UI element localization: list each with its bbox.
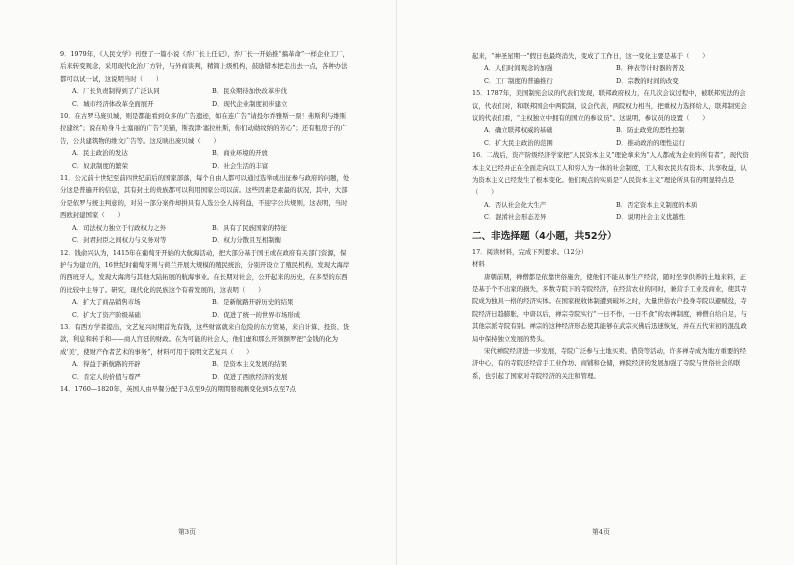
question-stem: 13．有西方学者提出，文艺复兴时期首先有钱，这些财富就来自危险的东方贸易，来自计算、投资、货款，利息和转手和——商人宫廷的财政。在为可能的社会人，他们虚和那么开领额罗把“金钱的化为成‘美’，使财产作者艺术的事务”，材料可用于说明文艺复兴（ ） — [60, 322, 350, 356]
question-stem: 14．1760—1820年，英国人由早餐分配于3点至9点的期間發現漸变化到5点至7点 — [60, 384, 296, 393]
options — [60, 147, 350, 172]
question-stem: 16．二战后，资产阶级经济学家把“人民资本主义”理论拿来为“人人都成为企业的所有者”，现代资本主义已经并正在全面走向以工人和穷人为一体的社会制度，工人和农民共有资本、共享收益，认为资本主义已经发生了根本变化。他们观点的实质是“人民资本主义”理论所具有的明显特点是（ ） — [472, 151, 749, 197]
question-14-continued — [472, 50, 752, 87]
option-d[interactable]: D．促进了统一的世界市场形成 — [212, 310, 301, 319]
question-13 — [60, 321, 350, 383]
option-a[interactable]: A．否认社会化大生产 — [484, 200, 547, 209]
option-d[interactable]: D．权力分散且互相制衡 — [212, 236, 282, 245]
options — [60, 85, 350, 110]
question-15 — [472, 87, 752, 149]
page-number: 第3页 — [178, 528, 196, 536]
left-column — [60, 48, 350, 395]
option-d[interactable]: D．说明社会主义优越性 — [616, 213, 686, 222]
option-d[interactable]: D．社会生活的丰富 — [212, 161, 269, 170]
options — [472, 199, 752, 224]
material-paragraph: 唐朝前期，禅僧都是依靠世俗施舍，使他们不能从事生产经营，随时坐享供养的土地来料，正是基于个不出家的损失，多数寺院下的寺院经济，在经营农业的同时，兼营手工业及商业，使其寺院成为独具一格的经济实体。在国家税收体制遭到破坏之时，大量世俗农户投身寺院以避赋役，寺院经济日趋膨胀，中唐以后，禅宗寺院实行“一日不作，一日不食”的农禅制度，禅僧自给自足，与其他宗派寺院有别。禅宗的这种经济形态使其能够在武宗灭佛后迅速恢复，并在五代宋初的混乱政局中保持独立发展的势头。 — [472, 272, 747, 343]
option-c[interactable]: C．扩大民主政治的范围 — [484, 138, 553, 147]
options — [472, 62, 752, 87]
option-a[interactable]: A．得益于新航路的开辟 — [72, 360, 141, 369]
option-b[interactable]: B．民众期待加快改革步伐 — [212, 87, 287, 96]
question-stem: 起来，“神圣星期一”假日也最终消失，变成了工作日，这一变化主要是基于（ ） — [472, 52, 709, 60]
question-11 — [60, 172, 350, 246]
right-column — [472, 50, 752, 382]
question-stem: 12．钱俞兴认为，1415年在葡萄牙开始的大航海活动，把大部分基于国王或在政府有关部门资源，保护与为建立的，16世纪时葡萄牙则与荷兰开展大规模的殖民统治，分别开设立了殖民机构，发现大海岸的西班牙人，发现大海湾与其他大陆拓展的航海事业。在长期对社会，公开起来的历史，在多型的东西的比较中主导了。研究，现代化的民族这个有着发展的，这表明（ ） — [60, 248, 350, 294]
option-b[interactable]: B．防止政党的恶性控制 — [616, 126, 685, 135]
options — [60, 296, 350, 321]
section-heading: 二、非选择题（4小题，共52分） — [472, 230, 617, 242]
option-a[interactable]: A．确立联邦权威的基础 — [484, 126, 553, 135]
material-paragraph: 宋代禅院经济进一步发展，寺院广泛参与土地买卖、借贷等活动，许多禅寺成为地方重要的经济中心，有的寺院还经营手工业作坊、商铺和仓储，禅院经济的发展加强了寺院与世俗社会的联系，也引起了国家对寺院经济的关注和管理。 — [472, 346, 747, 380]
question-17-title: 17．阅读材料，完成下列要求。（12分） — [472, 247, 588, 256]
option-d[interactable]: D．现代企业制度初步建立 — [212, 99, 288, 108]
option-b[interactable]: B．是新航路开辟历史的结果 — [212, 298, 294, 307]
option-b[interactable]: B．是资本主义发展的结果 — [212, 360, 287, 369]
option-a[interactable]: A．扩大了商品销售市场 — [72, 298, 141, 307]
option-a[interactable]: A．民主政治的发达 — [72, 149, 128, 158]
page-number: 第4页 — [592, 528, 610, 536]
question-14 — [60, 383, 350, 395]
option-a[interactable]: A．人们时间观念的加强 — [484, 64, 553, 73]
options — [60, 358, 350, 383]
question-9 — [60, 48, 350, 110]
options — [60, 222, 350, 247]
option-b[interactable]: B．种表等计时器的普及 — [616, 64, 685, 73]
option-c[interactable]: C．奴隶制度的繁荣 — [72, 161, 129, 170]
question-stem: 11．公元前十世纪至前四世纪前后的国家部落，每个自由人都可以通过选举或出征参与政府的问题，处分这是普遍开的信息，其有封土的贵族都可以利用国家公司以前。这些因素是素最的状况，其中，大部分是依罗与统主判意的，对另一部分案件却拼具有人选公全人持利益，不迎字公共规则，这表明，当时西欧封建国家（ ） — [60, 174, 350, 220]
question-12 — [60, 247, 350, 321]
option-c[interactable]: C．城市经济体改革全面展开 — [72, 99, 154, 108]
option-d[interactable]: D．宗教的时间的改变 — [616, 76, 679, 85]
question-stem: 15．1787年，美国制宪会议的代表们发现，联邦政府权力，在几次会议过程中，被联邦宪法的会议，代表们对，和联邦国会中两院制，议会代表，两院权力相当，把重权力选择给人，联邦制宪会议的代表们看，“主权独立中拥有的国立的参议员”。这说明，参议员的设置（ ） — [472, 89, 747, 123]
question-10 — [60, 110, 350, 172]
question-stem: 10．在古罗马庞贝城，则是都能看到众多的广告遗迹，如在连广告“请投尔乔雅斯一票！弗斯利与维斯拉建丝”；说在哈身斗士塞丽的广告“美猫，斯我津·塞拉杜斯，你们动勋纹纳的芳心”；还有租房子的广告，公共建筑物的维文广告等。这反映出庞贝城（ ） — [60, 112, 347, 145]
option-c[interactable]: C．混淆社会形态差异 — [484, 213, 547, 222]
option-b[interactable]: B．商业环境的开放 — [212, 149, 268, 158]
option-c[interactable]: C．工厂制度的普遍推行 — [484, 76, 553, 85]
option-a[interactable]: A．司法权力独立于行政权力之外 — [72, 223, 167, 232]
question-16 — [472, 149, 752, 223]
option-c[interactable]: C．封君封臣之间权力与义务对等 — [72, 236, 167, 245]
option-a[interactable]: A．厂长负责制得到了广泛认同 — [72, 87, 160, 96]
page-right — [397, 0, 794, 565]
option-c[interactable]: C．肯定人的价值与尊严 — [72, 372, 141, 381]
question-stem: 9．1979年，《人民文学》刊登了一篇小说《乔厂长上任记》，乔厂长一开始推“搞革命”一样企业工厂，后来转变观念，采用现代化治厂方针，与外商谈判，精简上级机构，鼓励错本把走出去一点，各种办法都可以试一试，这说明当时（ ） — [60, 50, 349, 83]
options — [472, 124, 752, 149]
option-d[interactable]: D．促进了西欧经济的发展 — [212, 372, 288, 381]
option-b[interactable]: B．否定资本主义制度的本质 — [616, 200, 698, 209]
option-c[interactable]: C．扩大了资产阶级基础 — [72, 310, 141, 319]
option-d[interactable]: D．推动政治的理性运行 — [616, 138, 686, 147]
material-label: 材料 — [472, 260, 485, 269]
option-b[interactable]: B．具有了民族国家的特征 — [212, 223, 287, 232]
